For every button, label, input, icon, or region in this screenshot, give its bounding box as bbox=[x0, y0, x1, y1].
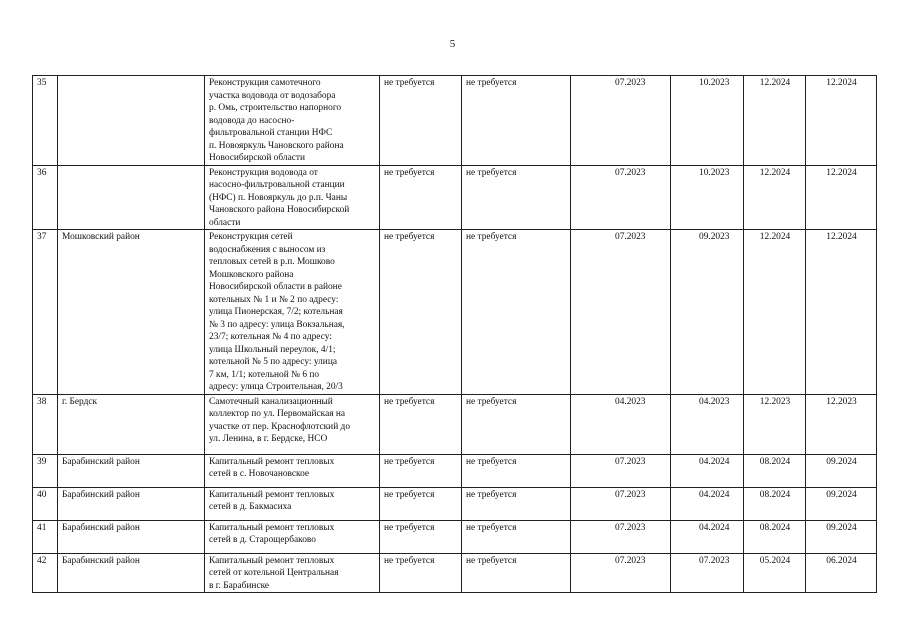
description-line: 23/7; котельная № 4 по адресу: bbox=[209, 332, 332, 342]
description-cell bbox=[205, 76, 380, 166]
start-date-cell bbox=[571, 76, 671, 166]
end-date-cell bbox=[671, 394, 744, 454]
end-date: 04.2024 bbox=[699, 489, 730, 500]
completion-date-cell: 12.2023 bbox=[744, 394, 806, 454]
description-cell bbox=[205, 487, 380, 520]
start-date: 07.2023 bbox=[615, 167, 646, 178]
description-line: в г. Барабинске bbox=[209, 580, 270, 591]
end-date-cell bbox=[671, 165, 744, 230]
end-date-cell bbox=[671, 76, 744, 166]
start-date: 07.2023 bbox=[615, 522, 646, 533]
requirement-cell: не требуется bbox=[462, 520, 571, 553]
start-date: 07.2023 bbox=[615, 232, 646, 242]
end-date: 04.2024 bbox=[699, 522, 730, 533]
description-line: Новосибирской области bbox=[209, 153, 306, 163]
page-number: 5 bbox=[449, 38, 456, 50]
requirement-cell: не требуется bbox=[462, 76, 571, 166]
description-cell bbox=[205, 394, 380, 454]
description-line: Капитальный ремонт тепловых bbox=[209, 456, 335, 467]
row-number-cell: 42 bbox=[33, 553, 58, 593]
description-line: участке от пер. Краснофлотский до bbox=[209, 421, 351, 432]
table-row bbox=[33, 487, 877, 520]
requirement-cell: не требуется bbox=[462, 230, 571, 395]
description-line: Капитальный ремонт тепловых bbox=[209, 555, 335, 566]
end-date: 09.2023 bbox=[699, 232, 730, 242]
description-line: насосно-фильтровальной станции bbox=[209, 180, 345, 190]
requirement-cell: не требуется bbox=[462, 553, 571, 593]
description-line: улица Пионерская, 7/2; котельная bbox=[209, 307, 343, 317]
description-line: сетей в с. Новочановское bbox=[209, 469, 310, 479]
description-line: области bbox=[209, 217, 241, 228]
description-line: 7 км, 1/1; котельной № 6 по bbox=[209, 369, 320, 380]
district-cell bbox=[58, 165, 205, 230]
completion-date-cell: 08.2024 bbox=[744, 454, 806, 487]
completion-date-cell: 12.2024 bbox=[744, 76, 806, 166]
description-line: котельных № 1 и № 2 по адресу: bbox=[209, 294, 339, 305]
district-cell: Барабинский район bbox=[58, 487, 205, 520]
table-row bbox=[33, 230, 877, 395]
table-row bbox=[33, 394, 877, 454]
description-line: коллектор по ул. Первомайская на bbox=[209, 409, 346, 419]
start-date-cell bbox=[571, 520, 671, 553]
description-line: Реконструкция водовода от bbox=[209, 167, 318, 178]
requirement-cell: не требуется bbox=[462, 454, 571, 487]
completion-date-cell: 12.2024 bbox=[744, 165, 806, 230]
requirement-cell: не требуется bbox=[462, 394, 571, 454]
table-row bbox=[33, 165, 877, 230]
start-date: 07.2023 bbox=[615, 456, 646, 467]
description-cell bbox=[205, 165, 380, 230]
start-date-cell bbox=[571, 394, 671, 454]
district-cell: Барабинский район bbox=[58, 520, 205, 553]
end-date: 07.2023 bbox=[699, 555, 730, 566]
start-date: 04.2023 bbox=[615, 396, 646, 407]
completion-date-cell: 08.2024 bbox=[744, 487, 806, 520]
district-cell: г. Бердск bbox=[58, 394, 205, 454]
description-line: Новосибирской области в районе bbox=[209, 282, 342, 292]
district-cell: Мошковский район bbox=[58, 230, 205, 395]
start-date-cell bbox=[571, 230, 671, 395]
description-line: Реконструкция самотечного bbox=[209, 78, 321, 88]
description-line: улица Школьный переулок, 4/1; bbox=[209, 344, 336, 355]
description-line: сетей в д. Бакмасиха bbox=[209, 502, 292, 512]
description-line: Капитальный ремонт тепловых bbox=[209, 489, 335, 500]
district-cell bbox=[58, 76, 205, 166]
end-date: 10.2023 bbox=[699, 167, 730, 178]
start-date-cell bbox=[571, 454, 671, 487]
description-line: котельной № 5 по адресу: улица bbox=[209, 357, 337, 367]
description-line: (НФС) п. Новояркуль до р.п. Чаны bbox=[209, 192, 348, 203]
projects-table bbox=[32, 75, 877, 593]
start-date-cell bbox=[571, 165, 671, 230]
table-row bbox=[33, 454, 877, 487]
requirement-cell: не требуется bbox=[462, 487, 571, 520]
commissioning-date-cell: 09.2024 bbox=[806, 520, 877, 553]
description-line: водоснабжения с выносом из bbox=[209, 244, 326, 255]
description-line: фильтровальной станции НФС bbox=[209, 128, 333, 138]
description-cell bbox=[205, 454, 380, 487]
requirement-cell: не требуется bbox=[380, 520, 462, 553]
start-date: 07.2023 bbox=[615, 555, 646, 566]
table-row bbox=[33, 76, 877, 166]
end-date: 10.2023 bbox=[699, 78, 730, 88]
description-line: № 3 по адресу: улица Вокзальная, bbox=[209, 319, 345, 330]
table-row bbox=[33, 553, 877, 593]
description-line: Реконструкция сетей bbox=[209, 232, 293, 242]
description-line: Самотечный канализационный bbox=[209, 396, 333, 407]
start-date-cell bbox=[571, 553, 671, 593]
row-number-cell: 40 bbox=[33, 487, 58, 520]
requirement-cell: не требуется bbox=[380, 165, 462, 230]
commissioning-date-cell: 12.2024 bbox=[806, 165, 877, 230]
district-cell: Барабинский район bbox=[58, 553, 205, 593]
description-line: Мошковского района bbox=[209, 269, 294, 280]
completion-date-cell: 08.2024 bbox=[744, 520, 806, 553]
district-cell: Барабинский район bbox=[58, 454, 205, 487]
end-date-cell bbox=[671, 487, 744, 520]
end-date-cell bbox=[671, 520, 744, 553]
description-line: Чановского района Новосибирской bbox=[209, 205, 350, 215]
description-cell bbox=[205, 553, 380, 593]
description-cell bbox=[205, 230, 380, 395]
requirement-cell: не требуется bbox=[380, 76, 462, 166]
requirement-cell: не требуется bbox=[380, 394, 462, 454]
description-line: п. Новояркуль Чановского района bbox=[209, 140, 344, 151]
description-line: сетей в д. Старощербаково bbox=[209, 535, 316, 545]
commissioning-date-cell: 09.2024 bbox=[806, 487, 877, 520]
end-date: 04.2024 bbox=[699, 456, 730, 467]
start-date-cell bbox=[571, 487, 671, 520]
requirement-cell: не требуется bbox=[380, 553, 462, 593]
description-line: водовода до насосно- bbox=[209, 115, 295, 126]
requirement-cell: не требуется bbox=[380, 230, 462, 395]
end-date-cell bbox=[671, 553, 744, 593]
start-date: 07.2023 bbox=[615, 489, 646, 500]
row-number-cell: 35 bbox=[33, 76, 58, 166]
table-row bbox=[33, 520, 877, 553]
commissioning-date-cell: 12.2023 bbox=[806, 394, 877, 454]
description-line: Капитальный ремонт тепловых bbox=[209, 522, 335, 533]
description-line: ул. Ленина, в г. Бердске, НСО bbox=[209, 434, 328, 444]
requirement-cell: не требуется bbox=[380, 454, 462, 487]
commissioning-date-cell: 06.2024 bbox=[806, 553, 877, 593]
completion-date-cell: 12.2024 bbox=[744, 230, 806, 395]
commissioning-date-cell: 12.2024 bbox=[806, 230, 877, 395]
commissioning-date-cell: 09.2024 bbox=[806, 454, 877, 487]
description-line: адресу: улица Строительная, 20/3 bbox=[209, 382, 343, 392]
end-date: 04.2023 bbox=[699, 396, 730, 407]
commissioning-date-cell: 12.2024 bbox=[806, 76, 877, 166]
end-date-cell bbox=[671, 230, 744, 395]
row-number-cell: 39 bbox=[33, 454, 58, 487]
description-line: р. Омь, строительство напорного bbox=[209, 103, 342, 113]
row-number-cell: 36 bbox=[33, 165, 58, 230]
description-line: тепловых сетей в р.п. Мошково bbox=[209, 257, 335, 267]
completion-date-cell: 05.2024 bbox=[744, 553, 806, 593]
description-line: сетей от котельной Центральная bbox=[209, 568, 339, 578]
row-number-cell: 38 bbox=[33, 394, 58, 454]
description-line: участка водовода от водозабора bbox=[209, 90, 336, 101]
requirement-cell: не требуется bbox=[462, 165, 571, 230]
description-cell bbox=[205, 520, 380, 553]
end-date-cell bbox=[671, 454, 744, 487]
requirement-cell: не требуется bbox=[380, 487, 462, 520]
row-number-cell: 37 bbox=[33, 230, 58, 395]
start-date: 07.2023 bbox=[615, 78, 646, 88]
row-number-cell: 41 bbox=[33, 520, 58, 553]
